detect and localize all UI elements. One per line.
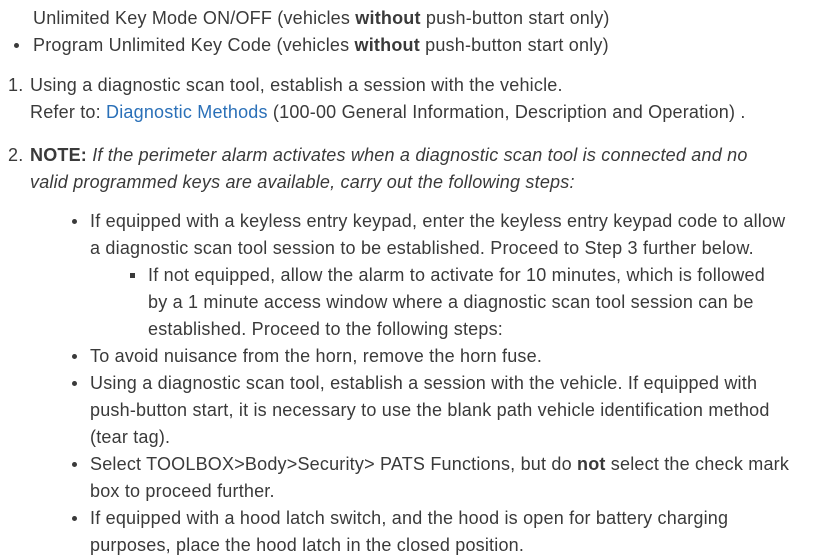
list-item-text: Select TOOLBOX>Body>Security> PATS Functions, but do not select the check mark box to proceed further.	[90, 454, 790, 501]
diagnostic-methods-link[interactable]: Diagnostic Methods	[106, 102, 268, 122]
list-item-hood-latch	[72, 505, 832, 559]
bullet-icon	[72, 462, 77, 467]
square-bullet-icon	[130, 273, 135, 278]
bullet-icon	[14, 43, 19, 48]
note-paragraph	[30, 142, 770, 196]
list-item-text: If not equipped, allow the alarm to activate for 10 minutes, which is followed by a 1 minute access window where a diagnostic scan tool session can be established. Proceed to the following steps:	[148, 265, 765, 339]
step-1-text: Using a diagnostic scan tool, establish a session with the vehicle.	[30, 75, 563, 95]
bullet-icon	[72, 354, 77, 359]
list-item-text: If equipped with a keyless entry keypad, enter the keyless entry keypad code to allow a diagnostic scan tool session to be established. Proceed to Step 3 further below.	[90, 211, 786, 258]
list-item-text: Unlimited Key Mode ON/OFF (vehicles without push-button start only)	[33, 8, 610, 28]
step-number: 1.	[8, 75, 24, 95]
note-italic-text: If the perimeter alarm activates when a diagnostic scan tool is connected and no valid programmed keys are available, carry out the following steps:	[30, 145, 748, 192]
list-item-text: Using a diagnostic scan tool, establish a session with the vehicle. If equipped with push-button start, it is necessary to use the blank path vehicle identification method (tear tag).	[90, 373, 770, 447]
step-2	[0, 142, 832, 559]
procedure-steps	[0, 72, 832, 559]
list-item-unlimited-key-mode	[0, 5, 832, 32]
bullet-icon	[72, 516, 77, 521]
alarm-workaround-list	[72, 208, 832, 559]
list-item-establish-session	[72, 370, 832, 451]
bullet-icon	[72, 381, 77, 386]
bullet-icon	[72, 219, 77, 224]
pats-options-list	[0, 5, 832, 59]
list-item-not-equipped	[130, 262, 832, 343]
list-item-select-toolbox	[72, 451, 832, 505]
note-label: NOTE:	[30, 145, 87, 165]
list-item-text: To avoid nuisance from the horn, remove the horn fuse.	[90, 346, 543, 366]
list-item-text: Program Unlimited Key Code (vehicles without push-button start only)	[33, 35, 609, 55]
step-body	[30, 142, 832, 559]
step-1	[0, 72, 832, 126]
list-item-text: If equipped with a hood latch switch, and the hood is open for battery charging purposes, place the hood latch in the closed position.	[90, 508, 729, 555]
list-item-program-unlimited-key-code	[0, 32, 832, 59]
list-item-horn-fuse	[72, 343, 832, 370]
step-number: 2.	[8, 145, 24, 165]
refer-line: Refer to: Diagnostic Methods (100-00 General Information, Description and Operation) .	[30, 102, 746, 122]
list-item-keyless-entry-keypad	[72, 208, 832, 343]
step-body	[30, 72, 832, 126]
